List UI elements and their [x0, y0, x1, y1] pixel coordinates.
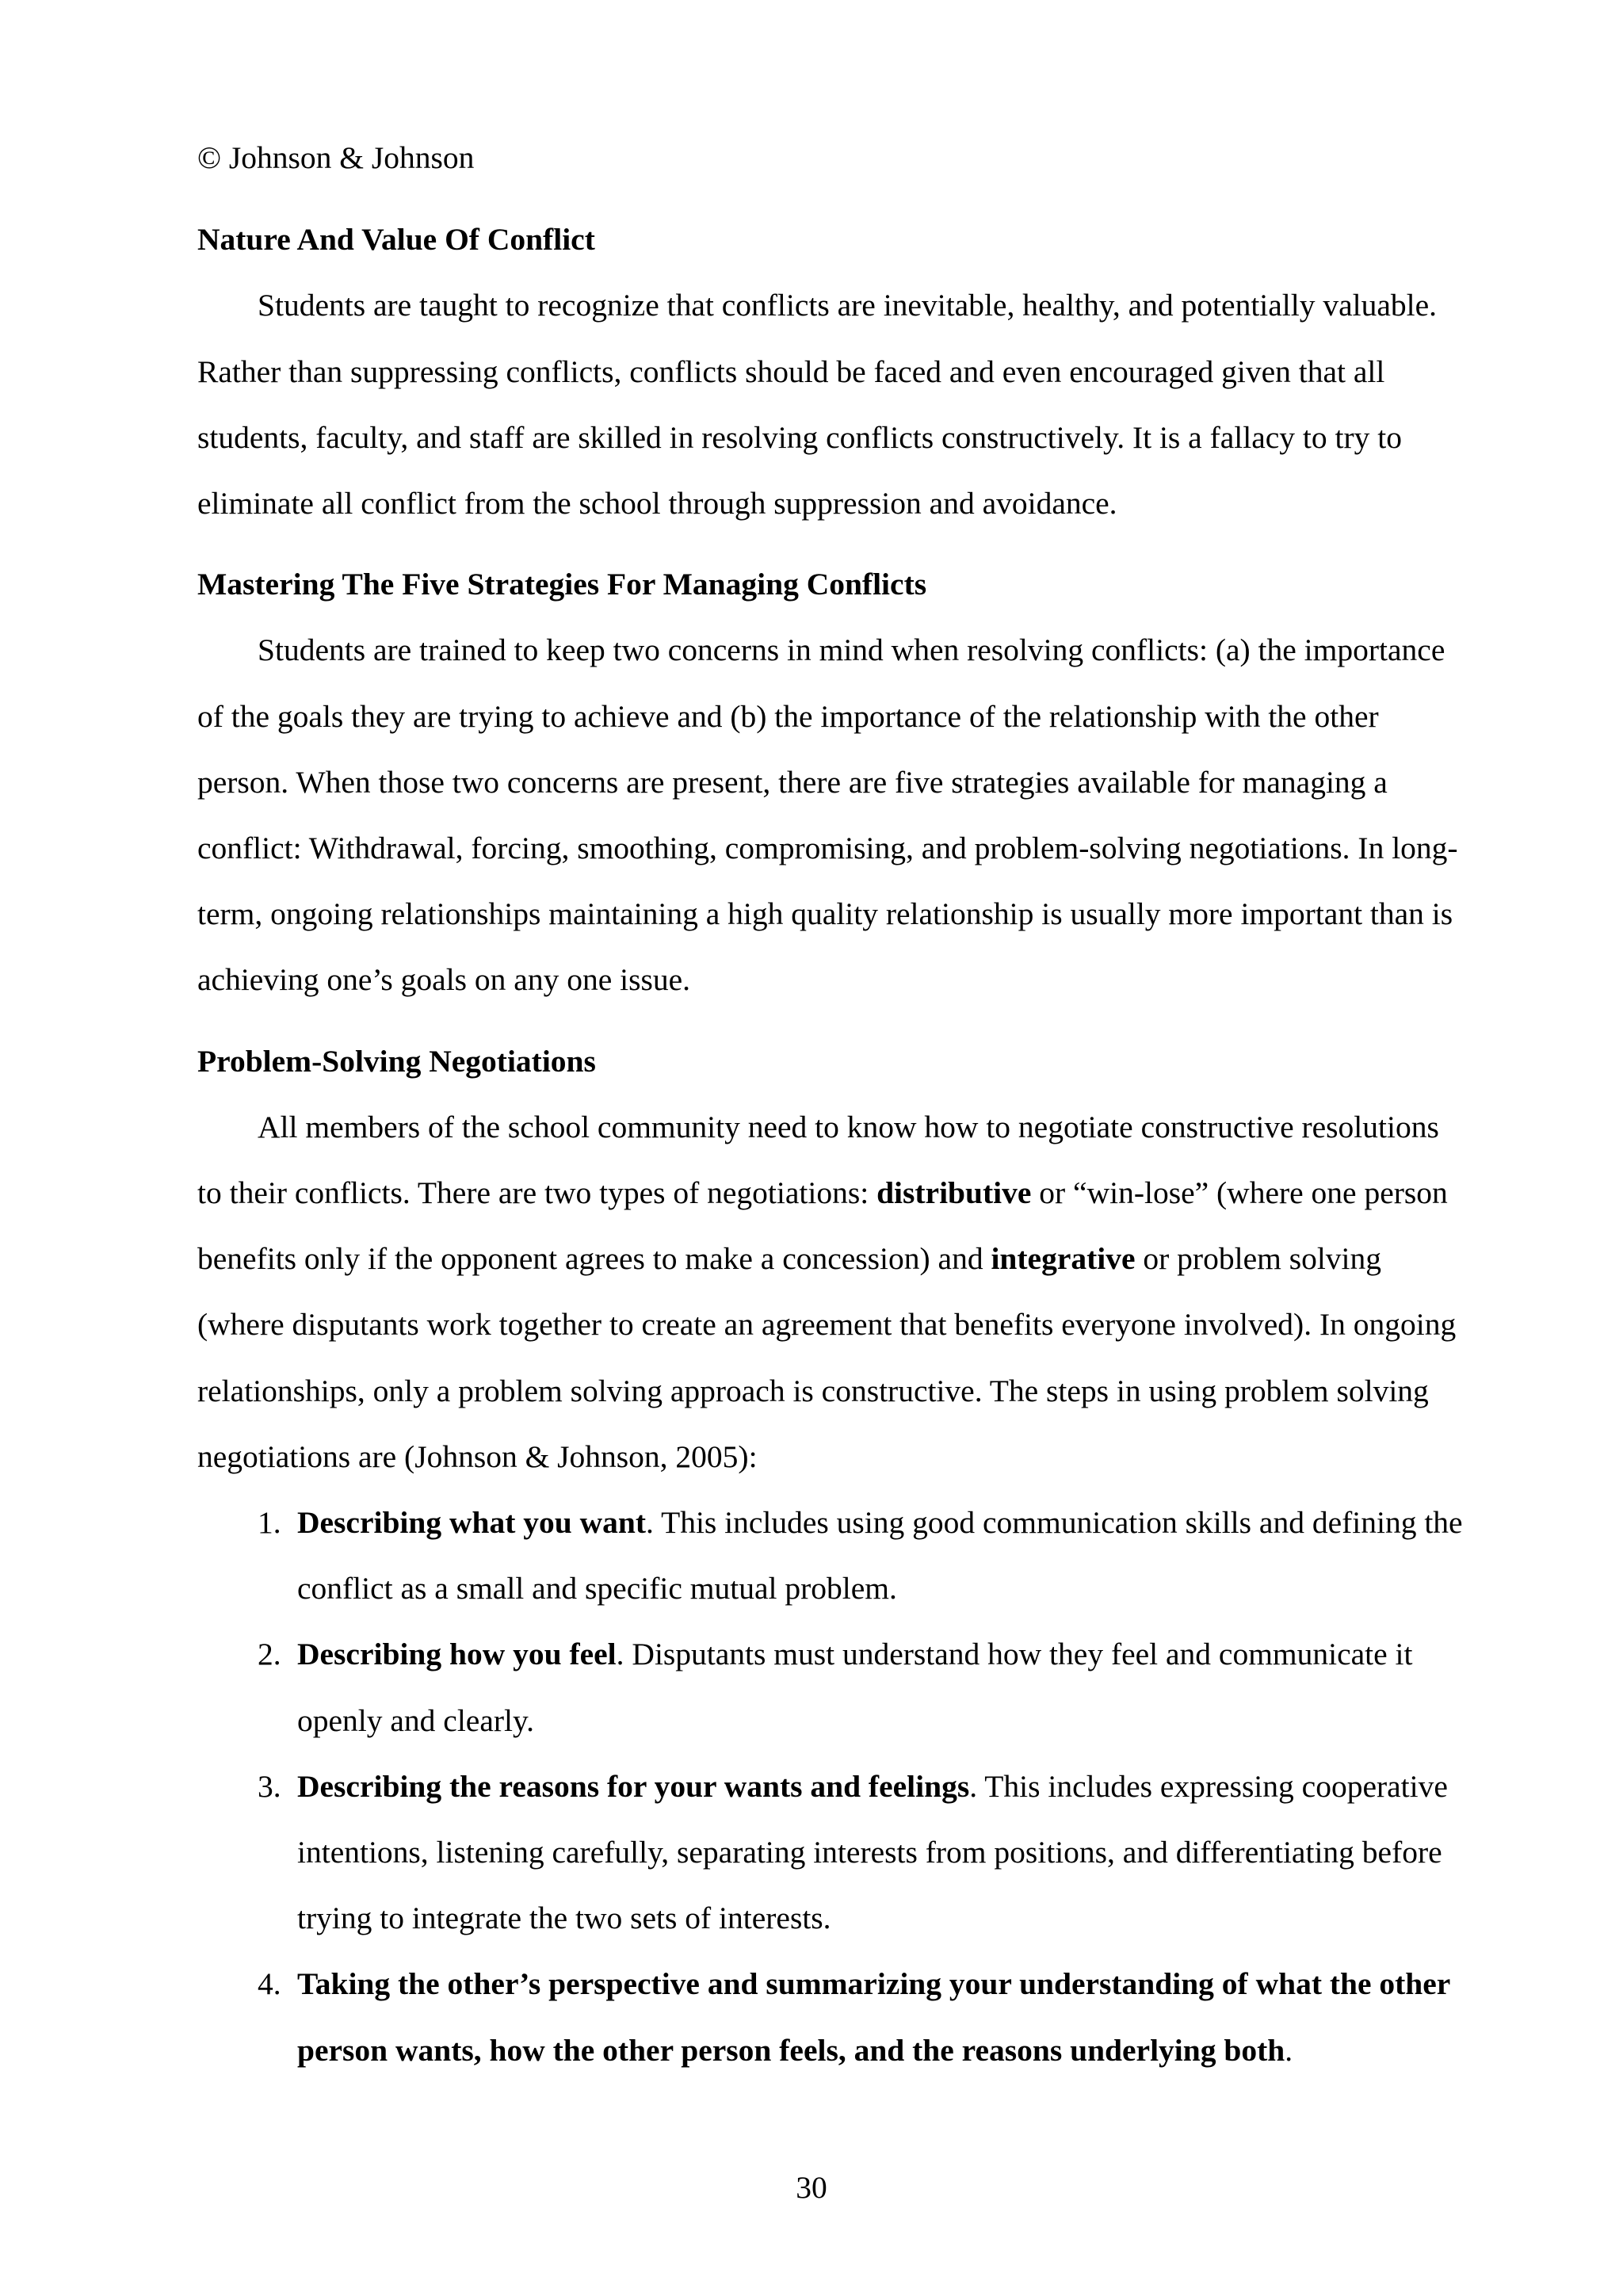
list-item-text: . Disputants must understand how they feel and communicate it openly and clearly. [297, 1637, 1413, 1738]
section-five-strategies [197, 552, 1465, 1013]
list-item [197, 1951, 1465, 2083]
list-item-title: Taking the other’s perspective and summarizing your understanding of what the other person wants, how the other person feels, and the reasons underlying both [297, 1966, 1450, 2068]
list-item-text: . This includes using good communication skills and defining the conflict as a small and specific mutual problem. [297, 1505, 1463, 1606]
section-heading: Problem-Solving Negotiations [197, 1043, 596, 1079]
list-item [197, 1622, 1465, 1753]
list-item-text: . This includes expressing cooperative intentions, listening carefully, separating interests from positions, and differentiating before trying to integrate the two sets of interests. [297, 1768, 1448, 1936]
section-heading: Nature And Value Of Conflict [197, 222, 595, 258]
section-paragraph [197, 1095, 1465, 1490]
page-content [197, 125, 1465, 2084]
steps-list [197, 1490, 1465, 2084]
list-item-number: 3. [258, 1768, 281, 1804]
list-item [197, 1754, 1465, 1952]
list-item-text: . [1285, 2032, 1293, 2068]
section-paragraph: Students are trained to keep two concerns in mind when resolving conflicts: (a) the importance of the goals they are trying to achieve and (b) the importance of the relationship with the other person. When those two concerns are present, there are five strategies available for managing a conflict: Withdrawal, forcing, smoothing, compromising, and problem-solving negotiations. In long-term, ongoing relationships maintaining a high quality relationship is usually more important than is achieving one’s goals on any one issue. [197, 632, 1458, 998]
term-integrative: integrative [991, 1241, 1136, 1277]
term-distributive: distributive [876, 1175, 1032, 1211]
section-paragraph: Students are taught to recognize that conflicts are inevitable, healthy, and potentially valuable. Rather than suppressing conflicts, conflicts should be faced and even encouraged given that all students, faculty, and staff are skilled in resolving conflicts constructively. It is a fallacy to try to eliminate all conflict from the school through suppression and avoidance. [197, 288, 1438, 521]
list-item-number: 1. [258, 1505, 281, 1541]
section-heading: Mastering The Five Strategies For Managing Conflicts [197, 567, 927, 602]
section-nature-of-conflict [197, 207, 1465, 537]
page-number: 30 [796, 2170, 827, 2205]
paragraph-text: or problem solving (where disputants work together to create an agreement that benefits everyone involved). In ongoing relationships, only a problem solving approach is constructive. The steps in using problem solving negotiations are (Johnson & Johnson, 2005): [197, 1241, 1457, 1474]
list-item-title: Describing what you want [297, 1505, 647, 1541]
list-item-number: 2. [258, 1637, 281, 1672]
section-problem-solving [197, 1029, 1465, 2084]
paragraph-text: All members of the school community need to know how to negotiate constructive resolutions to their conflicts. There are two types of negotiations: [197, 1109, 1439, 1211]
list-item-title: Describing the reasons for your wants and feelings [297, 1768, 970, 1804]
paragraph-text: or “win-lose” (where one person benefits only if the opponent agrees to make a concession) and [197, 1175, 1448, 1277]
list-item-number: 4. [258, 1966, 281, 2002]
list-item [197, 1490, 1465, 1622]
copyright-notice: © Johnson & Johnson [197, 140, 475, 175]
list-item-title: Describing how you feel [297, 1637, 617, 1672]
